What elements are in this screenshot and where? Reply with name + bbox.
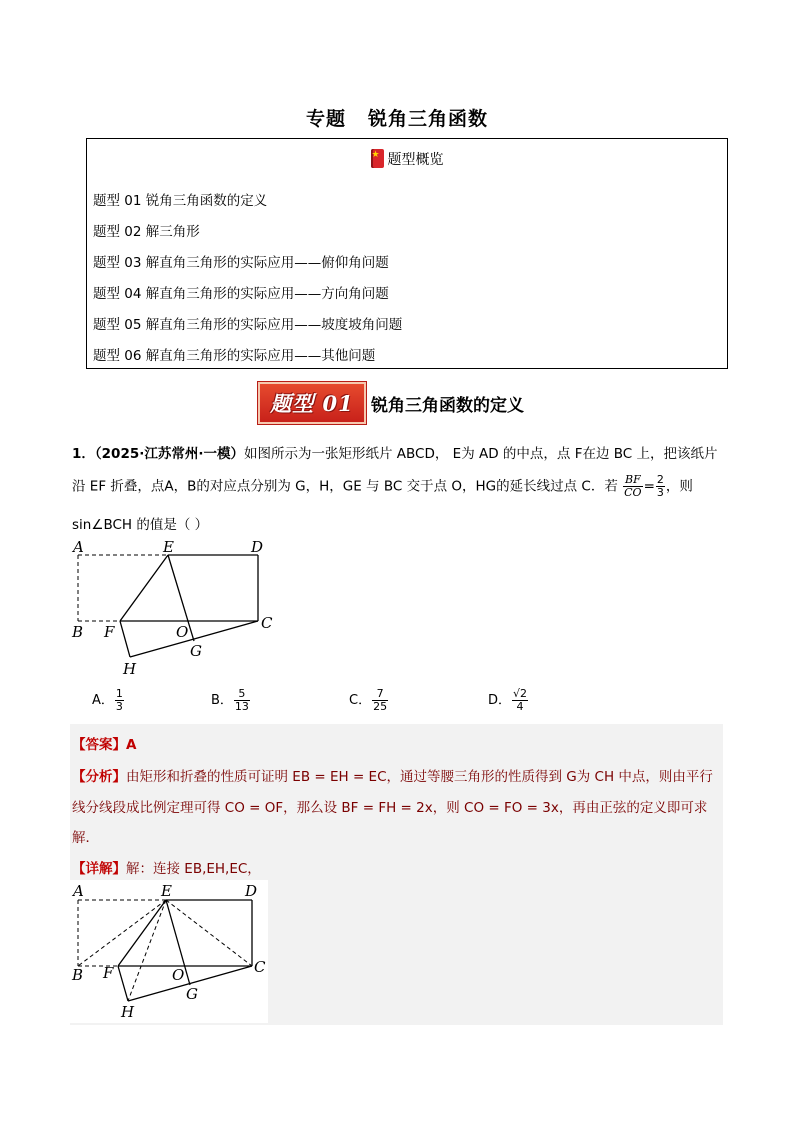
detail-line — [72, 857, 261, 877]
option-d[interactable]: D． $\frac{√2}{4}$ — [488, 687, 528, 713]
option-b[interactable]: B． $\frac{5}{13}$ — [211, 687, 249, 713]
overview-item[interactable]: 题型 04 解直角三角形的实际应用——方向角问题 — [93, 286, 389, 302]
question-text-2b: ，则 — [665, 478, 693, 495]
equals-sign: = — [643, 478, 655, 495]
analysis-text-3: 解． — [72, 830, 99, 846]
analysis-tag: 【分析】 — [72, 769, 126, 785]
overview-item[interactable]: 题型 05 解直角三角形的实际应用——坡度坡角问题 — [93, 317, 403, 333]
section-title: 锐角三角函数的定义 — [371, 396, 524, 416]
book-icon — [371, 149, 384, 168]
figure-1 — [68, 536, 283, 681]
question-text-2: 沿 EF 折叠，点A，B的对应点分别为 G，H，GE 与 BC 交于点 O，HG的延长线过点 C．若 — [72, 478, 618, 495]
figure-2-label-E: E — [161, 882, 172, 900]
figure-2-label-D: D — [245, 882, 258, 900]
figure-2-label-O: O — [172, 966, 185, 984]
figure-1-label-B: B — [72, 623, 84, 641]
answer-line — [72, 733, 136, 753]
overview-item[interactable]: 题型 03 解直角三角形的实际应用——俯仰角问题 — [93, 255, 389, 271]
overview-heading-text: 题型概览 — [387, 152, 444, 168]
question-number: 1． — [72, 446, 95, 462]
overview-item[interactable]: 题型 06 解直角三角形的实际应用——其他问题 — [93, 348, 376, 364]
page-title — [0, 104, 794, 131]
figure-1-label-F: F — [104, 623, 115, 641]
analysis-line-2 — [72, 796, 707, 816]
analysis-line-3 — [72, 826, 99, 846]
figure-2 — [70, 880, 268, 1023]
figure-2-label-H: H — [121, 1003, 135, 1021]
question-source: （2025·江苏常州·一模） — [94, 446, 244, 462]
figure-2-label-F: F — [103, 964, 114, 982]
figure-1-label-C: C — [261, 614, 273, 632]
option-a[interactable]: A． $\frac{1}{3}$ — [92, 687, 123, 713]
analysis-line-1 — [72, 765, 713, 785]
answer-value: A — [126, 737, 137, 753]
analysis-text-1: 由矩形和折叠的性质可证明 EB = EH = EC，通过等腰三角形的性质得到 G为 CH 中点，则由平行 — [126, 769, 713, 785]
answer-tag: 【答案】 — [72, 737, 126, 753]
option-c[interactable]: C． $\frac{7}{25}$ — [349, 687, 388, 713]
overview-heading — [87, 149, 727, 169]
overview-item[interactable]: 题型 01 锐角三角函数的定义 — [93, 193, 268, 209]
title-main: 锐角三角函数 — [368, 108, 489, 130]
question-text-1: 如图所示为一张矩形纸片 ABCD， E为 AD 的中点，点 F在边 BC 上，把该纸片 — [244, 446, 718, 462]
question-line-2 — [72, 474, 693, 499]
figure-2-label-B: B — [72, 966, 84, 984]
section-badge — [258, 382, 366, 424]
question-line-1 — [72, 442, 718, 462]
figure-2-label-A: A — [73, 882, 84, 900]
question-line-3: sin∠BCH 的值是（ ） — [72, 517, 209, 533]
figure-1-label-G: G — [190, 642, 202, 660]
analysis-text-2: 线分线段成比例定理可得 CO = OF，那么设 BF = FH = 2x，则 CO = FO = 3x，再由正弦的定义即可求 — [72, 800, 708, 816]
figure-1-label-D: D — [251, 538, 264, 556]
ratio-value: $\frac{2}{3}$ — [656, 473, 664, 499]
figure-2-label-C: C — [254, 958, 266, 976]
figure-1-label-E: E — [163, 538, 174, 556]
figure-2-label-G: G — [186, 985, 198, 1003]
overview-item[interactable]: 题型 02 解三角形 — [93, 224, 200, 240]
overview-box — [86, 138, 728, 369]
figure-1-label-O: O — [176, 623, 189, 641]
ratio-fraction: $\frac{BF}{CO}$ — [624, 473, 642, 499]
figure-1-label-H: H — [123, 660, 137, 678]
detail-text: 解：连接 EB,EH,EC， — [126, 861, 261, 877]
detail-tag: 【详解】 — [72, 861, 126, 877]
section-badge-text: 题型 01 — [270, 391, 354, 416]
figure-1-label-A: A — [73, 538, 84, 556]
title-prefix: 专题 — [305, 108, 346, 130]
